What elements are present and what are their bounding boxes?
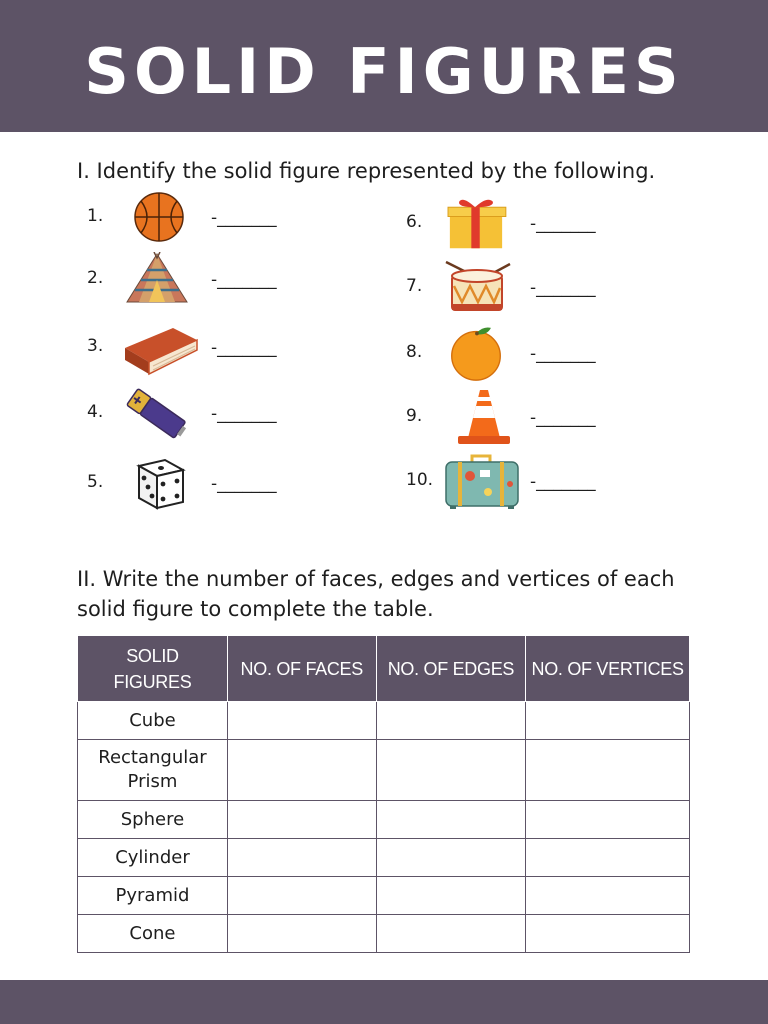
table-row: [78, 801, 690, 839]
table-row: [78, 839, 690, 877]
answer-blank[interactable]: -_______: [530, 408, 596, 428]
answer-blank[interactable]: -_______: [530, 472, 596, 492]
gift-box-icon: [444, 196, 508, 252]
answer-cell[interactable]: [227, 915, 376, 953]
answer-cell[interactable]: [526, 801, 690, 839]
answer-cell[interactable]: [526, 839, 690, 877]
orange-icon: [444, 326, 508, 382]
answer-cell[interactable]: [227, 877, 376, 915]
answer-cell[interactable]: [376, 740, 526, 801]
item-number: 4.: [87, 402, 104, 422]
basketball-icon: [127, 190, 191, 246]
table-row: [78, 702, 690, 740]
answer-blank[interactable]: -_______: [530, 214, 596, 234]
answer-cell[interactable]: [526, 702, 690, 740]
item-number: 9.: [406, 406, 423, 426]
column-header-faces: NO. OF FACES: [227, 636, 376, 702]
answer-cell[interactable]: [526, 915, 690, 953]
dice-icon: [127, 456, 191, 512]
tent-icon: [125, 252, 189, 308]
column-header-solid-figures: SOLID FIGURES: [78, 636, 228, 702]
item-number: 7.: [406, 276, 423, 296]
row-label-rectangular-prism: Rectangular Prism: [78, 740, 228, 801]
suitcase-icon: [444, 454, 520, 510]
item-number: 8.: [406, 342, 423, 362]
answer-cell[interactable]: [227, 839, 376, 877]
item-number: 5.: [87, 472, 104, 492]
answer-blank[interactable]: -_______: [211, 474, 277, 494]
answer-blank[interactable]: -_______: [530, 344, 596, 364]
answer-blank[interactable]: -_______: [211, 270, 277, 290]
item-number: 10.: [406, 470, 434, 490]
answer-cell[interactable]: [227, 740, 376, 801]
answer-cell[interactable]: [526, 877, 690, 915]
item-number: 2.: [87, 268, 104, 288]
answer-cell[interactable]: [526, 740, 690, 801]
row-label-pyramid: Pyramid: [78, 877, 228, 915]
answer-cell[interactable]: [376, 801, 526, 839]
row-label-sphere: Sphere: [78, 801, 228, 839]
answer-cell[interactable]: [227, 702, 376, 740]
answer-cell[interactable]: [376, 915, 526, 953]
battery-icon: [125, 386, 189, 442]
answer-cell[interactable]: [376, 702, 526, 740]
item-number: 3.: [87, 336, 104, 356]
answer-blank[interactable]: -_______: [211, 338, 277, 358]
column-header-vertices: NO. OF VERTICES: [526, 636, 690, 702]
answer-blank[interactable]: -_______: [211, 404, 277, 424]
book-icon: [123, 320, 199, 376]
column-header-edges: NO. OF EDGES: [376, 636, 526, 702]
answer-cell[interactable]: [227, 801, 376, 839]
table-row: [78, 877, 690, 915]
page-title: SOLID FIGURES: [84, 35, 684, 108]
section-1-instruction: I. Identify the solid figure represented by the following.: [77, 159, 656, 183]
footer-band: [0, 980, 768, 1024]
table-header-row: [78, 636, 690, 702]
row-label-cube: Cube: [78, 702, 228, 740]
answer-cell[interactable]: [376, 839, 526, 877]
table-row: [78, 740, 690, 801]
item-number: 6.: [406, 212, 423, 232]
table-row: [78, 915, 690, 953]
traffic-cone-icon: [454, 390, 518, 446]
item-number: 1.: [87, 206, 104, 226]
drum-icon: [444, 260, 514, 316]
row-label-cone: Cone: [78, 915, 228, 953]
answer-blank[interactable]: -_______: [211, 208, 277, 228]
section-2-instruction: II. Write the number of faces, edges and vertices of each solid figure to complete the table.: [77, 567, 675, 621]
answer-blank[interactable]: -_______: [530, 278, 596, 298]
solid-figures-table: [77, 635, 690, 953]
row-label-cylinder: Cylinder: [78, 839, 228, 877]
answer-cell[interactable]: [376, 877, 526, 915]
